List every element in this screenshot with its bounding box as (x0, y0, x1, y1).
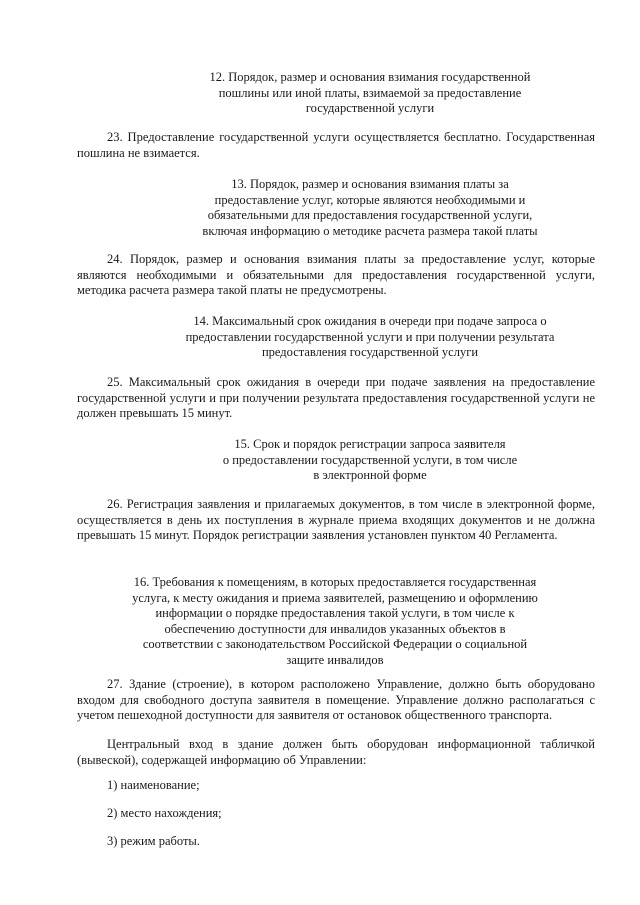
section-12-heading (170, 70, 570, 117)
paragraph-25: 25. Максимальный срок ожидания в очереди при подаче заявления на предоставление государственной услуги и при получении результата предоставления государственной услуги не должен превышать 15 минут. (77, 375, 595, 421)
heading-line: информации о порядке предоставления такой услуги, в том числе к (155, 606, 515, 621)
section-14-heading (160, 314, 580, 361)
paragraph-entrance: Центральный вход в здание должен быть оборудован информационной табличкой (вывеской), содержащей информацию об Управлении: (77, 737, 595, 767)
heading-line: обеспечению доступности для инвалидов указанных объектов в (164, 621, 506, 636)
heading-line: 15. Срок и порядок регистрации запроса заявителя (234, 437, 506, 451)
heading-line: предоставления государственной услуги (261, 345, 479, 360)
paragraph-23: 23. Предоставление государственной услуги осуществляется бесплатно. Государственная пошлина не взимается. (77, 130, 595, 160)
heading-line: соответствии с законодательством Российской Федерации о социальной (142, 637, 528, 652)
heading-line: включая информацию о методике расчета размера такой платы (202, 223, 538, 238)
list-item: 3) режим работы. (107, 834, 200, 848)
heading-line: 12. Порядок, размер и основания взимания государственной (209, 70, 531, 84)
paragraph-27: 27. Здание (строение), в котором расположено Управление, должно быть оборудовано входом для свободного доступа заявителя в помещение. Управление должно располагаться с учетом пешеходной доступности для заявителя от остановок общественного транспорта. (77, 677, 595, 723)
heading-line: предоставлении государственной услуги и при получении результата (185, 329, 555, 344)
heading-line: обязательными для предоставления государственной услуги, (207, 208, 533, 223)
heading-line: о предоставлении государственной услуги, в том числе (222, 452, 518, 467)
heading-line: защите инвалидов (286, 652, 384, 667)
heading-line: 16. Требования к помещениям, в которых предоставляется государственная (133, 575, 537, 589)
heading-line: в электронной форме (313, 468, 427, 483)
section-16-heading (115, 575, 555, 669)
heading-line: пошлины или иной платы, взимаемой за предоставление (218, 85, 522, 100)
list-item: 1) наименование; (107, 778, 200, 792)
heading-line: 13. Порядок, размер и основания взимания платы за (231, 177, 509, 191)
heading-line: 14. Максимальный срок ожидания в очереди при подаче запроса о (193, 314, 547, 328)
section-15-heading (170, 437, 570, 484)
list-item: 2) место нахождения; (107, 806, 222, 820)
paragraph-24: 24. Порядок, размер и основания взимания платы за предоставление услуг, которые являются необходимыми и обязательными для предоставления государственной услуги, методика расчета размера такой платы не предусмотрены. (77, 252, 595, 298)
section-13-heading (170, 177, 570, 239)
heading-line: услуга, к месту ожидания и приема заявителей, размещению и оформлению (132, 590, 538, 605)
heading-line: государственной услуги (305, 101, 435, 116)
paragraph-26: 26. Регистрация заявления и прилагаемых документов, в том числе в электронной форме, осуществляется в день их поступления в журнале приема входящих документов и не должна превышать 15 минут. Порядок регистрации заявления установлен пунктом 40 Регламента. (77, 497, 595, 543)
heading-line: предоставление услуг, которые являются необходимыми и (214, 192, 526, 207)
